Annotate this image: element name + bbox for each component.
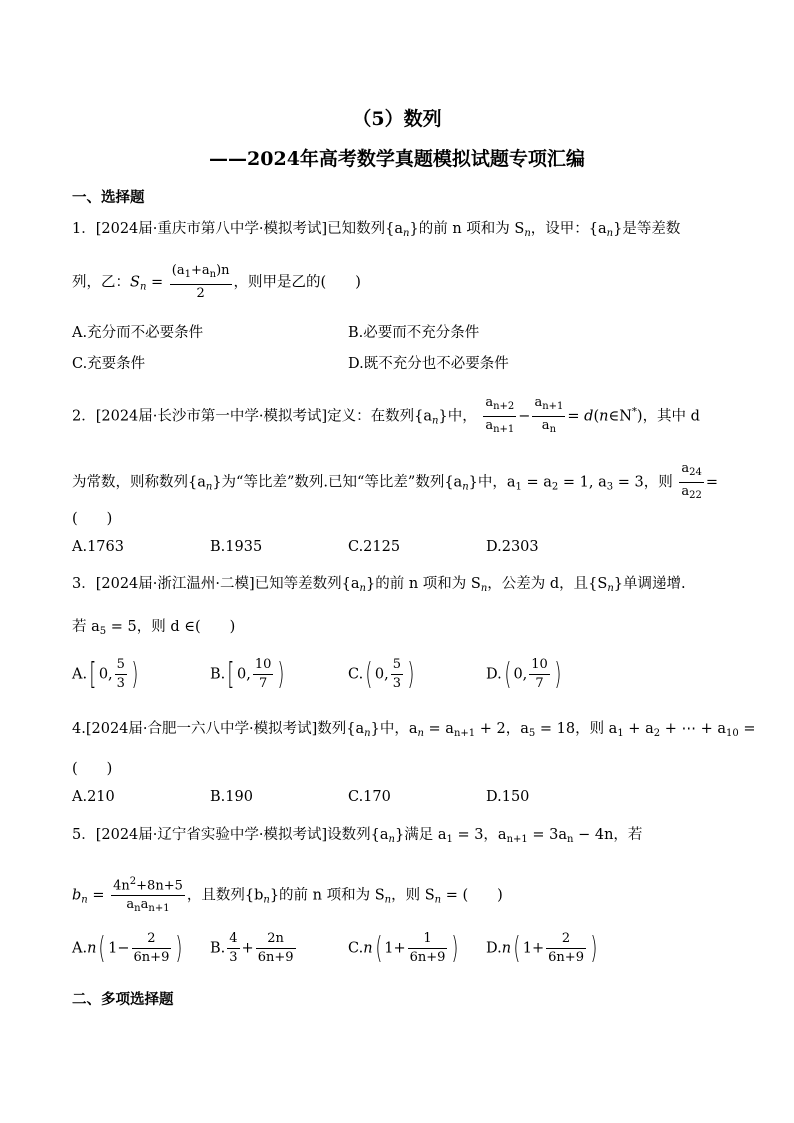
question-3-line-2: 若 $a_5 = 5$，则 d ∈( ) — [72, 619, 236, 637]
q4-option-c[interactable]: C.170 — [348, 789, 391, 805]
q2-option-d[interactable]: D.2303 — [486, 539, 539, 555]
q4-option-b[interactable]: B.190 — [210, 789, 253, 805]
question-3-line-1: 3．[2024届·浙江温州·二模]已知等差数列$\{a_n\}$的前 n 项和为 $S_n$，公差为 d，且$\{S_n\}$单调递增. — [72, 576, 686, 594]
question-2-line-2: 为常数，则称数列$\{a_n\}$为“等比差”数列.已知“等比差”数列$\{a_n\}$中，$a_1 = a_2 = 1$, $a_3 = 3$，则 $\frac{a_{24}}{a_{22}}$ = — [72, 461, 718, 501]
question-5-line-1: 5．[2024届·辽宁省实验中学·模拟考试]设数列$\{a_n\}$满足 $a_1 = 3$，$a_{n+1} = 3a_n - 4n$，若 — [72, 827, 643, 845]
q1-option-b[interactable]: B.必要而不充分条件 — [348, 325, 480, 341]
section-heading-multiple-choice: 二、多项选择题 — [72, 991, 174, 1008]
question-1-line-2: 列，乙：$S_n$ = $\frac{(a_1+a_n)n}{2}$ ，则甲是乙的( ) — [72, 263, 361, 301]
question-2-line-1: 2．[2024届·长沙市第一中学·模拟考试]定义：在数列$\{a_n\}$中， $\frac{a_{n+2}}{a_{n+1}}$ − $\frac{a_{n+1}}{a_n}$ = d(n∈N*)，其中 d — [72, 395, 700, 435]
q3-option-d[interactable]: D.( 0, $\frac{10}{7}$ ) — [486, 657, 562, 692]
formula-fraction: $\frac{(a_1+a_n)n}{2}$ — [171, 263, 230, 301]
q3-option-c[interactable]: C.( 0, $\frac{5}{3}$ ) — [348, 657, 415, 692]
question-5-line-2: $b_n$ = $\frac{4n^2+8n+5}{a_na_{n+1}}$ ，且数列$\{b_n\}$的前 n 项和为 $S_n$，则 $S_n$ = ( ) — [72, 873, 503, 918]
page-title: （5）数列 — [352, 108, 442, 130]
q5-option-c[interactable]: C.n( 1+ $\frac{1}{6n+9}$ ) — [348, 931, 459, 966]
q4-option-a[interactable]: A.210 — [72, 789, 115, 805]
q2-option-a[interactable]: A.1763 — [72, 539, 124, 555]
page-subtitle: ——2024年高考数学真题模拟试题专项汇编 — [209, 148, 585, 170]
q1-option-d[interactable]: D.既不充分也不必要条件 — [348, 356, 509, 372]
question-4-line-2: ( ) — [72, 761, 113, 777]
q2-option-b[interactable]: B.1935 — [210, 539, 263, 555]
q1-option-a[interactable]: A.充分而不必要条件 — [72, 325, 204, 341]
q3-option-a[interactable]: A.[ 0, $\frac{5}{3}$ ) — [72, 657, 139, 692]
q2-option-c[interactable]: C.2125 — [348, 539, 401, 555]
section-heading-choice: 一、选择题 — [72, 189, 145, 206]
question-2-line-3: ( ) — [72, 511, 113, 527]
q4-option-d[interactable]: D.150 — [486, 789, 530, 805]
q5-option-d[interactable]: D.n( 1+ $\frac{2}{6n+9}$ ) — [486, 931, 598, 966]
q5-option-b[interactable]: B. $\frac{4}{3}$ + $\frac{2n}{6n+9}$ — [210, 931, 294, 965]
q1-option-c[interactable]: C.充要条件 — [72, 356, 146, 372]
question-4-line-1: 4.[2024届·合肥一六八中学·模拟考试]数列$\{a_n\}$中，$a_n = a_{n+1} + 2$，$a_5 = 18$，则 $a_1 + a_2$ + ⋯ + $a_{10}$ = — [72, 721, 756, 739]
question-1-line-1: 1．[2024届·重庆市第八中学·模拟考试]已知数列$\{a_n\}$的前 n 项和为 $S_n$，设甲：$\{a_n\}$是等差数 — [72, 221, 681, 239]
q5-option-a[interactable]: A.n( 1− $\frac{2}{6n+9}$ ) — [72, 931, 183, 966]
q3-option-b[interactable]: B.[ 0, $\frac{10}{7}$ ) — [210, 657, 285, 692]
